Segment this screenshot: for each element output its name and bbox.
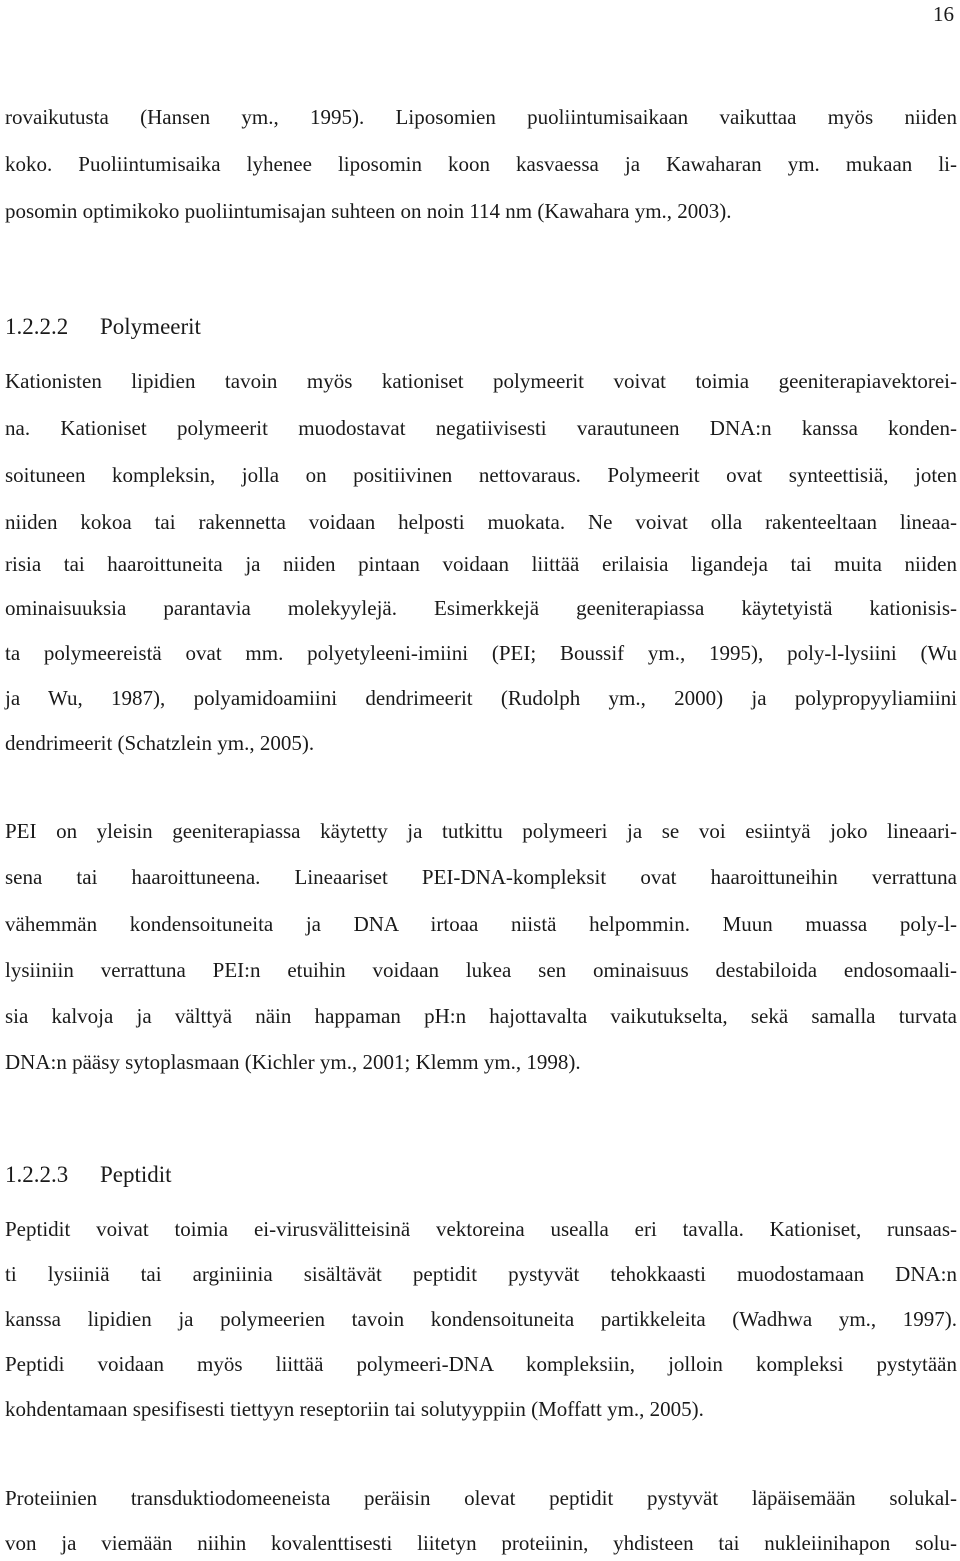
paragraph-line: vähemmän kondensoituneita ja DNA irtoaa niistä helpommin. Muun muassa poly-l- xyxy=(5,912,957,936)
paragraph-line: ja Wu, 1987), polyamidoamiini dendrimeerit (Rudolph ym., 2000) ja polypropyyliamiini xyxy=(5,686,957,710)
paragraph-line: dendrimeerit (Schatzlein ym., 2005). xyxy=(5,731,315,755)
paragraph-line: Peptidit voivat toimia ei-virusvälitteisinä vektoreina usealla eri tavalla. Kationiset, runsaas- xyxy=(5,1217,957,1241)
section-title: Peptidit xyxy=(100,1162,172,1187)
paragraph-line: risia tai haaroittuneita ja niiden pintaan voidaan liittää erilaisia ligandeja tai muita niiden xyxy=(5,552,957,576)
paragraph-line: ominaisuuksia parantavia molekyylejä. Esimerkkejä geeniterapiassa käytetyistä kationisis- xyxy=(5,596,957,620)
paragraph-line: posomin optimikoko puoliintumisajan suhteen on noin 114 nm (Kawahara ym., 2003). xyxy=(5,199,732,223)
paragraph-line: na. Kationiset polymeerit muodostavat negatiivisesti varautuneen DNA:n kanssa konden- xyxy=(5,416,957,440)
paragraph-line: koko. Puoliintumisaika lyhenee liposomin koon kasvaessa ja Kawaharan ym. mukaan li- xyxy=(5,152,957,176)
paragraph-line: von ja viemään niihin kovalenttisesti liitetyn proteiinin, yhdisteen tai nukleiinihapon solu- xyxy=(5,1531,957,1555)
paragraph-line: kanssa lipidien ja polymeerien tavoin kondensoituneita partikkeleita (Wadhwa ym., 1997). xyxy=(5,1307,957,1331)
paragraph-line: DNA:n pääsy sytoplasmaan (Kichler ym., 2001; Klemm ym., 1998). xyxy=(5,1050,581,1074)
paragraph-line: PEI on yleisin geeniterapiassa käytetty ja tutkittu polymeeri ja se voi esiintyä joko lineaari- xyxy=(5,819,957,843)
paragraph-line: ta polymeereistä ovat mm. polyetyleeni-imiini (PEI; Boussif ym., 1995), poly-l-lysiini (Wu xyxy=(5,641,957,665)
paragraph-line: sena tai haaroittuneena. Lineaariset PEI-DNA-kompleksit ovat haaroittuneihin verrattuna xyxy=(5,865,957,889)
section-heading xyxy=(5,1162,172,1188)
paragraph-line: Kationisten lipidien tavoin myös kationiset polymeerit voivat toimia geeniterapiavektorei- xyxy=(5,369,957,393)
paragraph-line: sia kalvoja ja välttyä näin happaman pH:n hajottavalta vaikutukselta, sekä samalla turvata xyxy=(5,1004,957,1028)
page-number: 16 xyxy=(933,2,954,26)
paragraph-line: rovaikutusta (Hansen ym., 1995). Liposomien puoliintumisaikaan vaikuttaa myös niiden xyxy=(5,105,957,129)
section-number: 1.2.2.3 xyxy=(5,1162,69,1187)
section-title: Polymeerit xyxy=(100,314,201,339)
paragraph-line: kohdentamaan spesifisesti tiettyyn reseptoriin tai solutyyppiin (Moffatt ym., 2005). xyxy=(5,1397,704,1421)
paragraph-line: Peptidi voidaan myös liittää polymeeri-DNA kompleksiin, jolloin kompleksi pystytään xyxy=(5,1352,957,1376)
paragraph-line: lysiiniin verrattuna PEI:n etuihin voidaan lukea sen ominaisuus destabiloida endosomaali- xyxy=(5,958,957,982)
paragraph-line: Proteiinien transduktiodomeeneista peräisin olevat peptidit pystyvät läpäisemään solukal- xyxy=(5,1486,957,1510)
paragraph-line: soituneen kompleksin, jolla on positiivinen nettovaraus. Polymeerit ovat synteettisiä, joten xyxy=(5,463,957,487)
section-heading xyxy=(5,314,201,340)
paragraph-line: niiden kokoa tai rakennetta voidaan helposti muokata. Ne voivat olla rakenteeltaan lineaa- xyxy=(5,510,957,534)
paragraph-line: ti lysiiniä tai arginiinia sisältävät peptidit pystyvät tehokkaasti muodostamaan DNA:n xyxy=(5,1262,957,1286)
section-number: 1.2.2.2 xyxy=(5,314,69,339)
